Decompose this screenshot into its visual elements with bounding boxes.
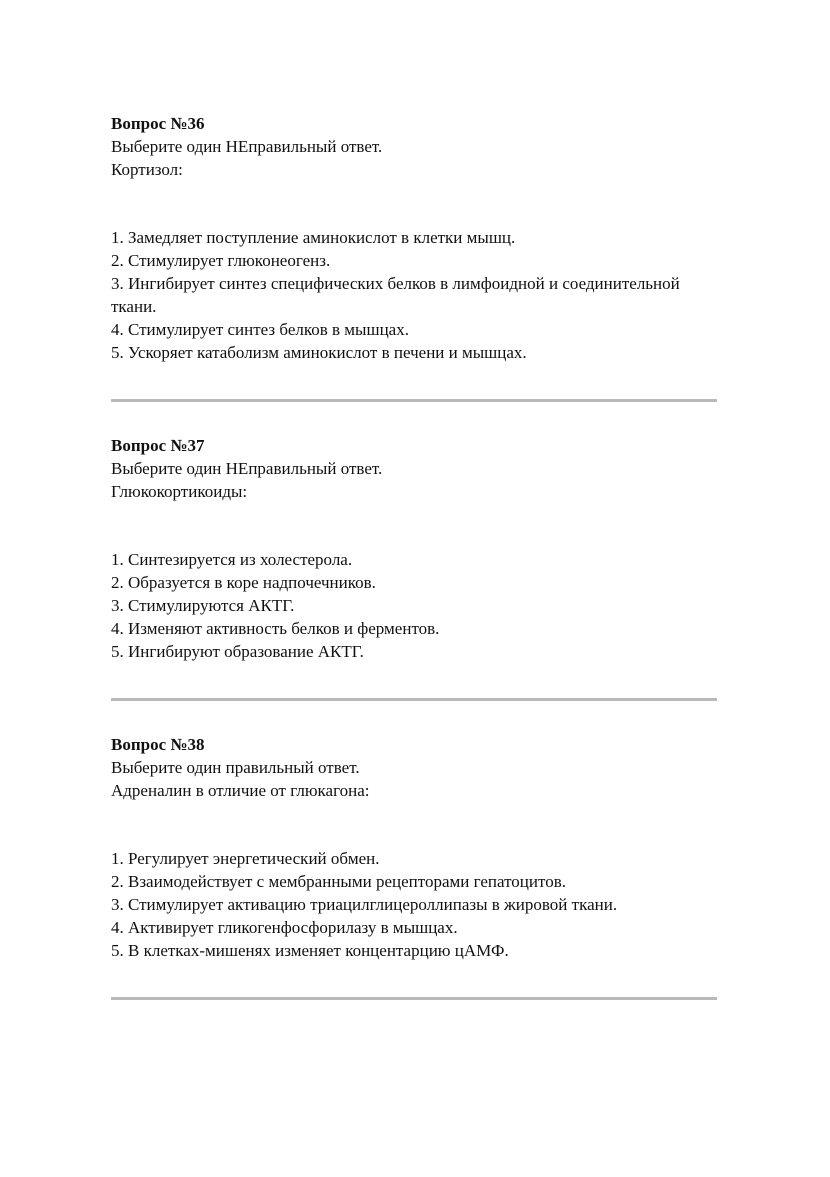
answer-option-5: 5. Ускоряет катаболизм аминокислот в печени и мышцах.: [111, 343, 527, 362]
answer-list: [111, 548, 721, 663]
answer-list: [111, 226, 721, 364]
question-36: [111, 112, 721, 434]
answer-option-2: 2. Стимулирует глюконеогенз.: [111, 251, 331, 270]
spacer: [111, 802, 721, 847]
question-instruction: Выберите один НЕправильный ответ.: [111, 459, 383, 478]
question-38: [111, 733, 721, 1000]
spacer: [111, 364, 721, 399]
answer-option-5: 5. Ингибируют образование АКТГ.: [111, 642, 364, 661]
answer-option-2: 2. Взаимодействует с мембранными рецепторами гепатоцитов.: [111, 872, 566, 891]
document-page: [111, 112, 721, 1000]
spacer: [111, 663, 721, 698]
spacer: [111, 181, 721, 226]
answer-option-1: 1. Замедляет поступление аминокислот в клетки мышц.: [111, 228, 516, 247]
question-subject: Адреналин в отличие от глюкагона:: [111, 781, 370, 800]
answer-option-4: 4. Изменяют активность белков и ферментов.: [111, 619, 440, 638]
question-37: [111, 434, 721, 733]
question-instruction: Выберите один НЕправильный ответ.: [111, 137, 383, 156]
answer-option-2: 2. Образуется в коре надпочечников.: [111, 573, 376, 592]
spacer: [111, 402, 721, 434]
question-title: Вопрос №38: [111, 735, 205, 754]
answer-option-1: 1. Синтезируется из холестерола.: [111, 550, 353, 569]
spacer: [111, 503, 721, 548]
answer-option-3: 3. Стимулируются АКТГ.: [111, 596, 295, 615]
spacer: [111, 701, 721, 733]
question-title: Вопрос №37: [111, 436, 205, 455]
answer-option-3: 3. Стимулирует активацию триацилглицероллипазы в жировой ткани.: [111, 895, 618, 914]
section-divider: [111, 997, 717, 1000]
answer-option-5: 5. В клетках-мишенях изменяет концентарцию цАМФ.: [111, 941, 509, 960]
answer-option-1: 1. Регулирует энергетический обмен.: [111, 849, 380, 868]
answer-option-4: 4. Активирует гликогенфосфорилазу в мышцах.: [111, 918, 458, 937]
question-instruction: Выберите один правильный ответ.: [111, 758, 360, 777]
question-subject: Глюкокортикоиды:: [111, 482, 248, 501]
question-title: Вопрос №36: [111, 114, 205, 133]
answer-list: [111, 847, 721, 962]
answer-option-3: 3. Ингибирует синтез специфических белков в лимфоидной и соединительной ткани.: [111, 274, 680, 316]
answer-option-4: 4. Стимулирует синтез белков в мышцах.: [111, 320, 409, 339]
spacer: [111, 962, 721, 997]
question-subject: Кортизол:: [111, 160, 183, 179]
